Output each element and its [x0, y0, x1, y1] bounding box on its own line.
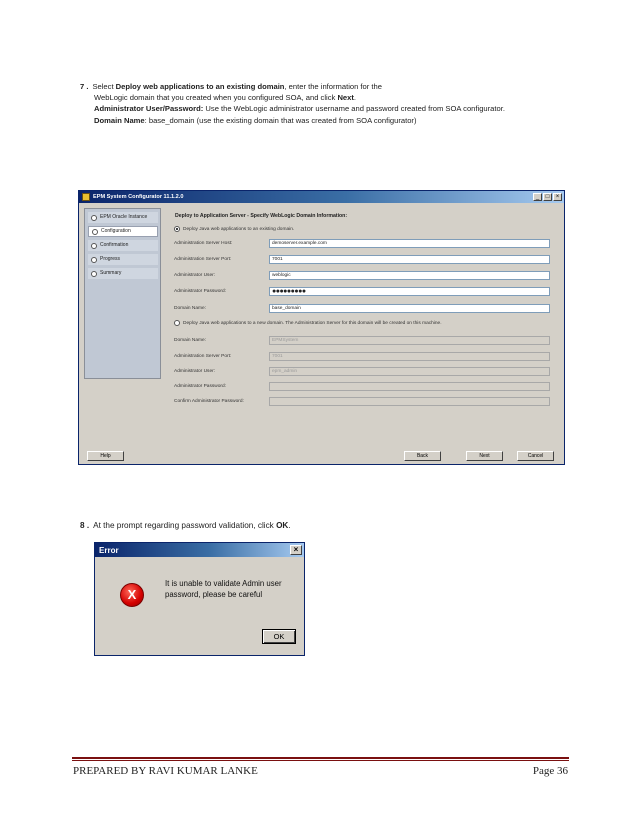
admin-port-input[interactable]: 7001: [269, 255, 550, 264]
step-status-icon: [92, 229, 98, 235]
admin-user-label: Administrator User:: [174, 273, 216, 278]
nav-item-label: Configuration: [101, 228, 131, 234]
step-7-domain-label: Domain Name: [94, 115, 145, 125]
nav-item-label: EPM Oracle Instance: [100, 214, 148, 220]
nav-item-progress[interactable]: [88, 254, 158, 265]
radio-existing-domain-label: Deploy Java web applications to an existing domain.: [183, 226, 295, 232]
weblogic-domain-form: [165, 208, 561, 446]
step-7-text: , enter the information for the: [284, 82, 382, 91]
form-heading: Deploy to Application Server - Specify WebLogic Domain Information:: [175, 213, 348, 219]
step-7-line-2: [80, 92, 580, 103]
step-8-instructions: [80, 521, 291, 530]
radio-new-domain[interactable]: [174, 320, 442, 326]
maximize-icon[interactable]: □: [543, 193, 552, 201]
error-dialog-title: Error: [99, 545, 119, 555]
radio-selected-icon: [174, 226, 180, 232]
radio-unselected-icon: [174, 320, 180, 326]
step-8-ok-word: OK: [276, 521, 289, 530]
error-message: It is unable to validate Admin user password, please be careful: [165, 579, 282, 599]
configurator-window: [78, 190, 565, 465]
confirm-password-input[interactable]: [269, 397, 550, 406]
admin-port-label: Administration Server Port:: [174, 257, 232, 262]
ok-button[interactable]: OK: [262, 629, 296, 644]
footer-author: PREPARED BY RAVI KUMAR LANKE: [73, 765, 258, 777]
nav-item-label: Summary: [100, 270, 122, 276]
radio-new-domain-label: Deploy Java web applications to a new domain. The Administration Server for this domain will be created on this machine.: [183, 320, 442, 326]
step-status-icon: [91, 243, 97, 249]
step-7-option-name: Deploy web applications to an existing domain: [115, 82, 285, 91]
cancel-button[interactable]: Cancel: [517, 451, 554, 461]
error-dialog-titlebar[interactable]: [95, 543, 304, 557]
step-7-text: .: [353, 93, 357, 103]
wizard-button-bar: [83, 450, 560, 462]
step-7-text: WebLogic domain that you created when you configured SOA, and click: [94, 93, 338, 103]
error-x-icon: X: [120, 583, 144, 607]
radio-existing-domain[interactable]: [174, 226, 294, 232]
footer-rule-thick: [72, 757, 569, 759]
admin-password-label: Administrator Password:: [174, 289, 226, 294]
nav-item-configuration[interactable]: [88, 226, 158, 237]
nav-item-confirmation[interactable]: [88, 240, 158, 251]
step-8-text: At the prompt regarding password validation, click: [93, 521, 277, 530]
step-7-text: Select: [92, 82, 116, 91]
step-7-number: 7 .: [80, 82, 89, 91]
step-7-text: : base_domain (use the existing domain that was created from SOA configurator): [144, 115, 417, 125]
domain-name-input[interactable]: base_domain: [269, 304, 550, 313]
step-status-icon: [91, 257, 97, 263]
close-icon[interactable]: ×: [290, 545, 302, 555]
nav-item-label: Confirmation: [100, 242, 129, 248]
new-port-label: Administration Server Port:: [174, 354, 232, 359]
step-8-text: .: [288, 521, 291, 530]
help-button[interactable]: Help: [87, 451, 124, 461]
step-status-icon: [91, 271, 97, 277]
nav-item-label: Progress: [100, 256, 121, 262]
step-7-text: Use the WebLogic administrator username and password created from SOA configurator.: [203, 104, 505, 114]
error-dialog: [94, 542, 305, 656]
new-port-input[interactable]: 7001: [269, 352, 550, 361]
admin-password-input[interactable]: ●●●●●●●●●: [269, 287, 550, 296]
app-icon: [82, 193, 90, 201]
step-8-number: 8 .: [80, 521, 90, 530]
footer-rule-thin: [72, 760, 569, 761]
admin-user-input[interactable]: weblogic: [269, 271, 550, 280]
next-button[interactable]: Next: [466, 451, 503, 461]
step-7-admin-label: Administrator User/Password:: [94, 104, 204, 114]
step-7-line-3: [80, 103, 580, 114]
step-navigation: [84, 208, 161, 379]
configurator-title: EPM System Configurator 11.1.2.0: [93, 194, 184, 200]
new-user-label: Administrator User:: [174, 369, 216, 374]
confirm-password-label: Confirm Administrator Password:: [174, 399, 244, 404]
back-button[interactable]: Back: [404, 451, 441, 461]
step-7-instructions: [80, 81, 580, 126]
new-domain-name-label: Domain Name:: [174, 338, 206, 343]
new-user-input[interactable]: epm_admin: [269, 367, 550, 376]
new-domain-name-input[interactable]: EPMSystem: [269, 336, 550, 345]
new-password-input[interactable]: [269, 382, 550, 391]
step-7-line-1: [80, 81, 580, 92]
step-7-next-word: Next: [337, 93, 354, 103]
window-controls: [533, 193, 564, 201]
nav-item-epm-oracle-instance[interactable]: [88, 212, 158, 223]
admin-host-label: Administration Server Host:: [174, 241, 233, 246]
configurator-titlebar[interactable]: [79, 191, 564, 203]
close-icon[interactable]: ×: [553, 193, 562, 201]
step-7-line-4: [80, 115, 580, 126]
minimize-icon[interactable]: _: [533, 193, 542, 201]
page-number: Page 36: [532, 765, 568, 777]
new-password-label: Administrator Password:: [174, 384, 226, 389]
domain-name-label: Domain Name:: [174, 306, 206, 311]
step-status-icon: [91, 215, 97, 221]
nav-item-summary[interactable]: [88, 268, 158, 279]
admin-host-input[interactable]: demoserver.example.com: [269, 239, 550, 248]
